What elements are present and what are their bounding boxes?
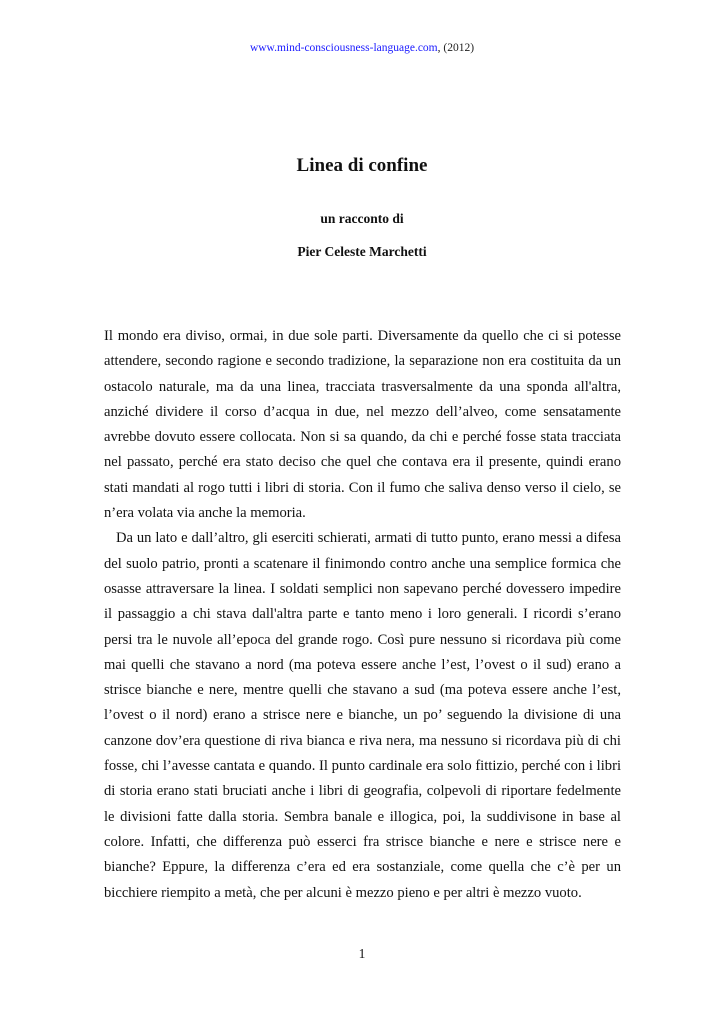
header-year: , (2012): [437, 42, 475, 54]
paragraph: Da un lato e dall’altro, gli eserciti schierati, armati di tutto punto, erano messi a difesa del suolo patrio, pronti a scatenare il finimondo contro anche una semplice formica che osasse attraversare la linea. I soldati semplici non sapevano perché dovessero impedire il passaggio a chi stava dall'altra parte e tanto meno i loro generali. I ricordi s’erano persi tra le nuvole all’epoca del grande rogo. Così pure nessuno si ricordava più come mai quelli che stavano a nord (ma poteva essere anche l’est, l’ovest o il sud) erano a strisce bianche e nere, mentre quelli che stavano a sud (ma poteva essere anche l’est, l’ovest o il nord) erano a strisce nere e bianche, un po’ seguendo la divisione di una canzone dov’era questione di riva bianca e riva nera, ma nessuno si ricordava più di chi fosse, chi l’avesse cantata e quando. Il punto cardinale era solo fittizio, perché con i libri di storia erano stati bruciati anche i libri di geografia, colpevoli di riportare fedelmente le divisioni fatte dalla storia. Sembra banale e illogica, poi, la suddivisone in base al colore. Infatti, che differenza può esserci fra strisce bianche e nere e strisce nere e bianche? Eppure, la differenza c’era ed era sostanziale, come quella che c’è per un bicchiere riempito a metà, che per alcuni è mezzo pieno e per altri è mezzo vuoto.: [104, 530, 621, 901]
document-subtitle: un racconto di: [320, 211, 404, 226]
author-name: Pier Celeste Marchetti: [297, 244, 427, 259]
paragraph: Il mondo era diviso, ormai, in due sole parti. Diversamente da quello che ci si potesse attendere, secondo ragione e secondo tradizione, la separazione non era costituita da un ostacolo naturale, ma da una linea, tracciata trasversalmente da una sponda all'altra, anziché dividere il corso d’acqua in due, nel mezzo dell’alveo, come sensatamente avrebbe dovuto essere collocata. Non si sa quando, da chi e perché fosse stata tracciata nel passato, perché era stato deciso che quel che contava era il presente, quindi erano stati mandati al rogo tutti i libri di storia. Con il fumo che saliva denso verso il cielo, se n’era volata via anche la memoria.: [104, 328, 621, 522]
page-number: 1: [358, 946, 366, 961]
website-link[interactable]: www.mind-consciousness-language.com: [249, 42, 438, 54]
document-title: Linea di confine: [296, 155, 428, 176]
page-header: [0, 42, 724, 54]
story-body: [104, 324, 621, 906]
